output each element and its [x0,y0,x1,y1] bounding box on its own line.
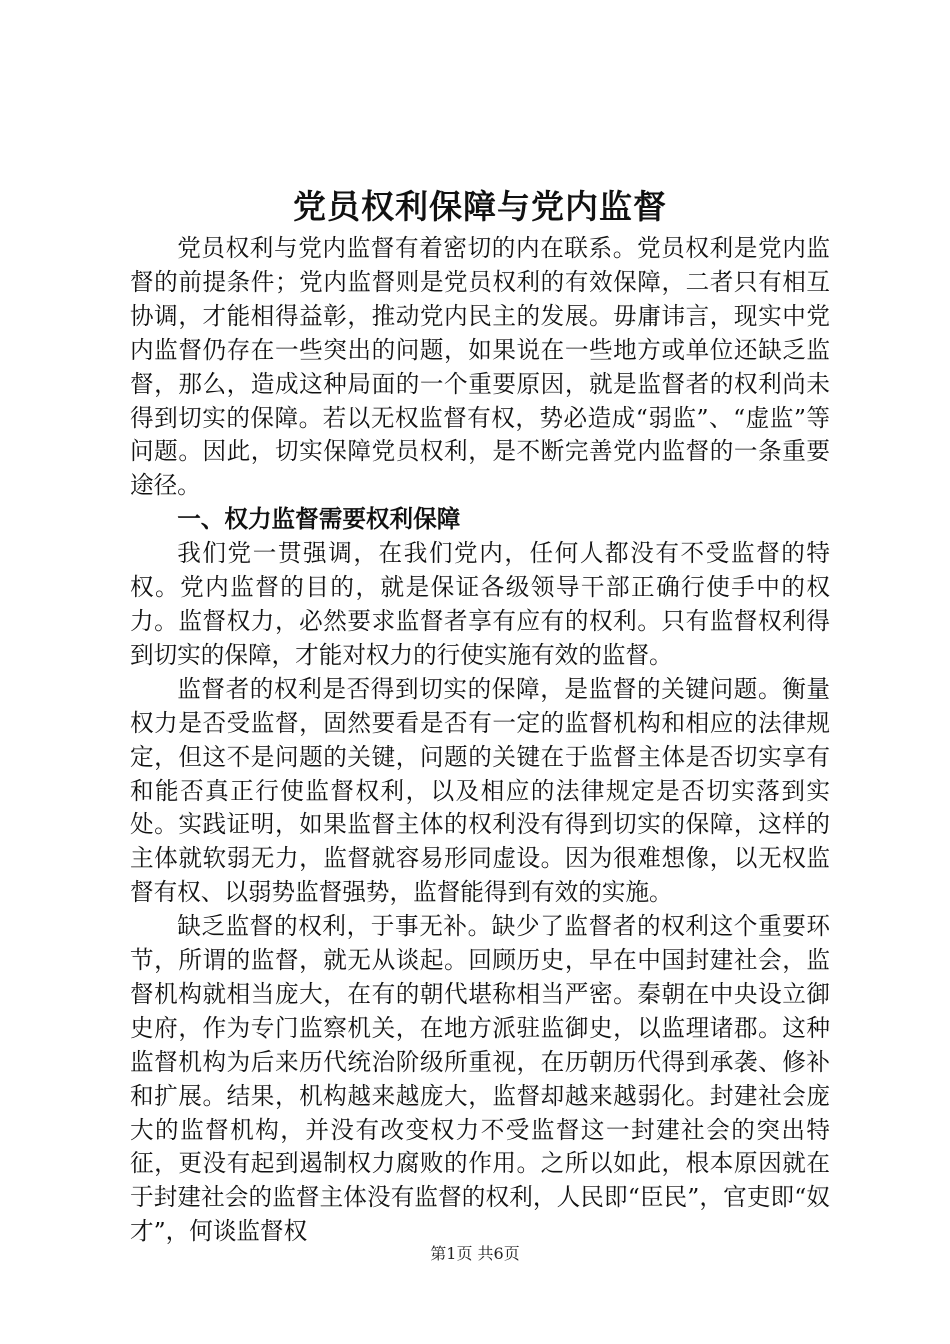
paragraph-section1-1: 我们党一贯强调，在我们党内，任何人都没有不受监督的特权。党内监督的目的，就是保证各级领导干部正确行使手中的权力。监督权力，必然要求监督者享有应有的权利。只有监督权利得到切实的保障，才能对权力的行使实施有效的监督。 [130,539,830,669]
section-heading-1: 一、权力监督需要权利保障 [177,505,461,534]
document-body [130,184,830,1249]
page-number-label: 第1页 共6页 [430,1244,520,1263]
paragraph-intro: 党员权利与党内监督有着密切的内在联系。党员权利是党内监督的前提条件；党内监督则是党员权利的有效保障，二者只有相互协调，才能相得益彰，推动党内民主的发展。毋庸讳言，现实中党内监督仍存在一些突出的问题，如果说在一些地方或单位还缺乏监督，那么，造成这种局面的一个重要原因，就是监督者的权利尚未得到切实的保障。若以无权监督有权，势必造成“弱监”、“虚监”等问题。因此，切实保障党员权利，是不断完善党内监督的一条重要途径。 [130,234,830,500]
paragraph-section1-2: 监督者的权利是否得到切实的保障，是监督的关键问题。衡量权力是否受监督，固然要看是否有一定的监督机构和相应的法律规定，但这不是问题的关键，问题的关键在于监督主体是否切实享有和能否真正行使监督权利，以及相应的法律规定是否切实落到实处。实践证明，如果监督主体的权利没有得到切实的保障，这样的主体就软弱无力，监督就容易形同虚设。因为很难想像，以无权监督有权、以弱势监督强势，监督能得到有效的实施。 [130,674,830,907]
document-title: 党员权利保障与党内监督 [293,187,667,226]
paragraph-section1-3: 缺乏监督的权利，于事无补。缺少了监督者的权利这个重要环节，所谓的监督，就无从谈起。回顾历史，早在中国封建社会，监督机构就相当庞大，在有的朝代堪称相当严密。秦朝在中央设立御史府，作为专门监察机关，在地方派驻监御史，以监理诸郡。这种监督机构为后来历代统治阶级所重视，在历朝历代得到承袭、修补和扩展。结果，机构越来越庞大，监督却越来越弱化。封建社会庞大的监督机构，并没有改变权力不受监督这一封建社会的突出特征，更没有起到遏制权力腐败的作用。之所以如此，根本原因就在于封建社会的监督主体没有监督的权利，人民即“臣民”，官吏即“奴才”，何谈监督权 [130,912,830,1246]
page-footer [0,1243,950,1265]
